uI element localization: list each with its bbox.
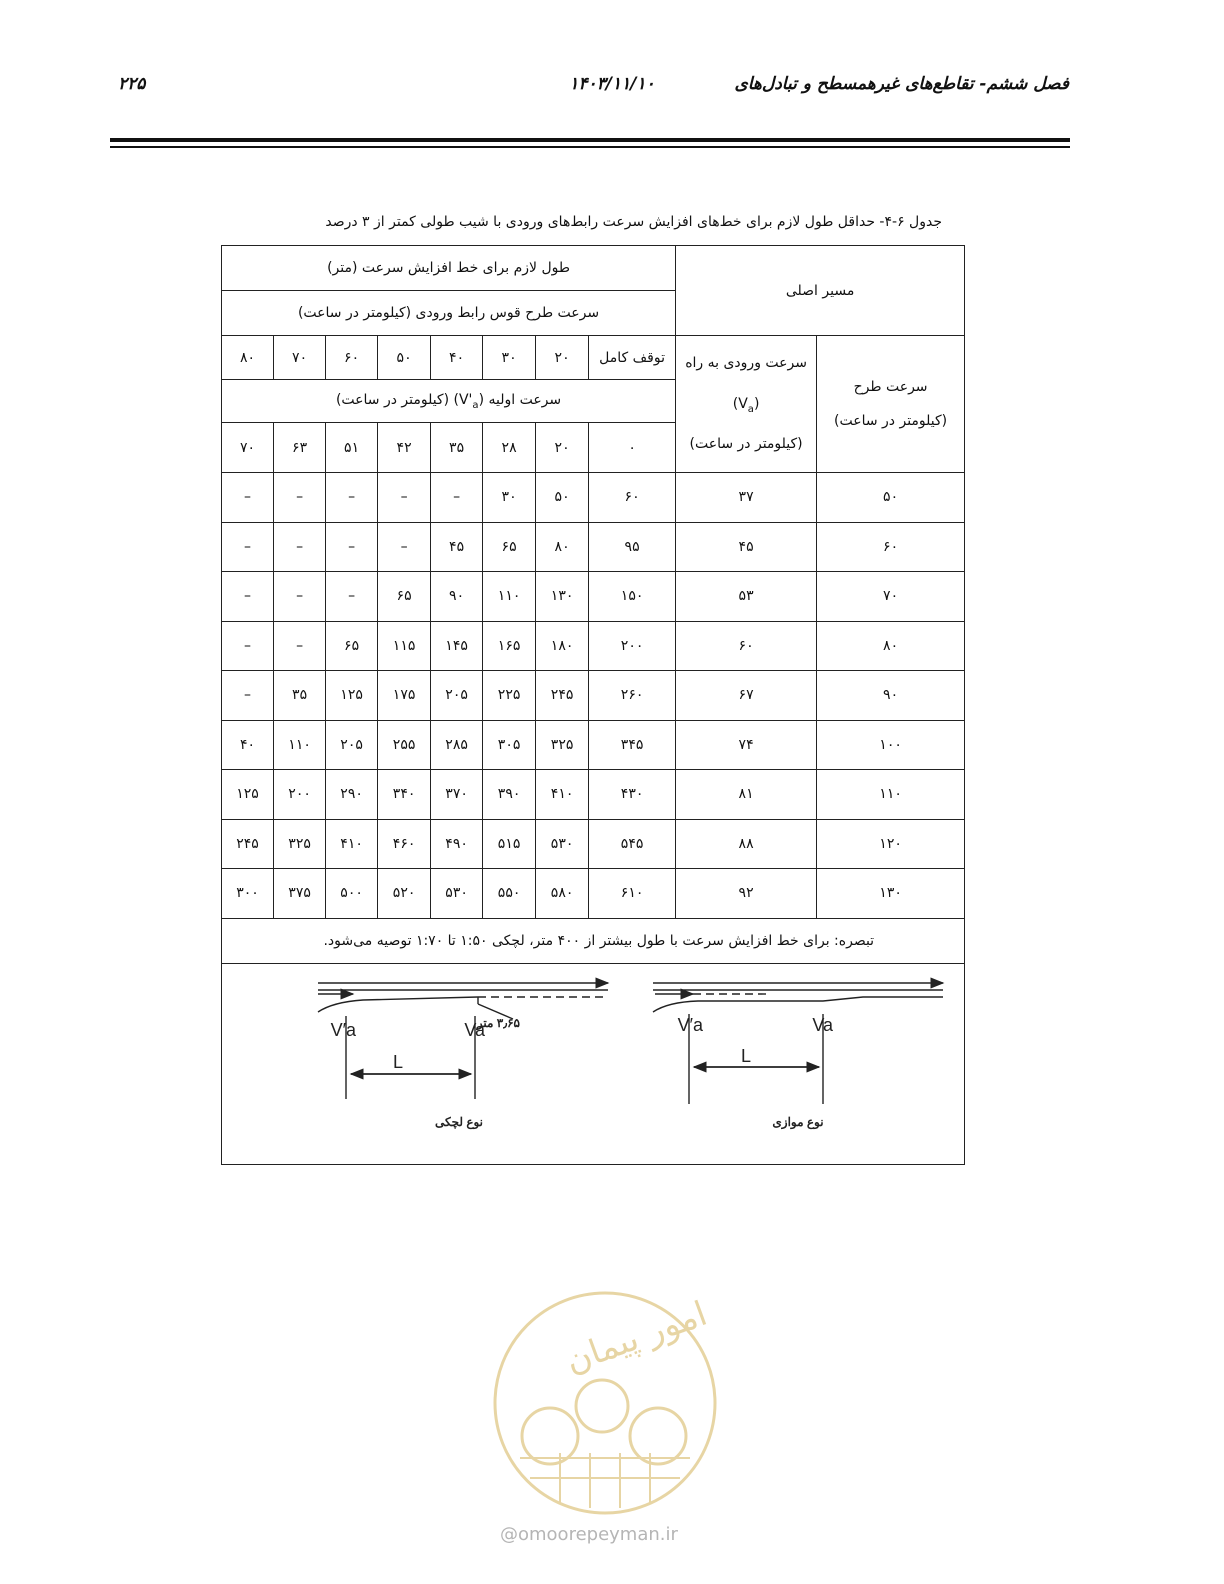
length-cell: ۱۸۰ <box>536 621 589 671</box>
entry-speed-cell: ۳۷ <box>676 473 817 523</box>
length-cell: ۵۳۰ <box>431 869 483 919</box>
table-row <box>222 720 965 770</box>
table-row <box>222 522 965 572</box>
taper-type-label: نوع لچکی <box>435 1114 484 1129</box>
initial-speed-cell: ۵۱ <box>326 423 378 473</box>
length-cell: ۵۵۰ <box>483 869 536 919</box>
length-cell: ۳۷۰ <box>431 770 483 820</box>
length-cell: ۳۴۵ <box>589 720 676 770</box>
parallel-v-initial-label: V′a <box>677 1014 704 1035</box>
table-row <box>222 621 965 671</box>
length-cell: ۳۴۰ <box>378 770 431 820</box>
ramp-speed-cell: ۸۰ <box>222 336 274 380</box>
length-cell: ۲۸۵ <box>431 720 483 770</box>
entry-speed-cell: ۶۷ <box>676 671 817 721</box>
ramp-speed-cell: توقف کامل <box>589 336 676 380</box>
entry-speed-cell: ۵۳ <box>676 572 817 622</box>
figure-cell <box>222 963 965 1164</box>
length-cell: – <box>274 621 326 671</box>
length-cell: ۴۳۰ <box>589 770 676 820</box>
design-speed-cell: ۵۰ <box>817 473 965 523</box>
length-cell: ۲۰۰ <box>589 621 676 671</box>
initial-speed-cell: ۷۰ <box>222 423 274 473</box>
length-cell: ۲۰۵ <box>431 671 483 721</box>
length-cell: ۴۹۰ <box>431 819 483 869</box>
table-row <box>222 770 965 820</box>
length-cell: ۲۰۵ <box>326 720 378 770</box>
table-note: تبصره: برای خط افزایش سرعت با طول بیشتر از ۴۰۰ متر، لچکی ۱:۵۰ تا ۱:۷۰ توصیه می‌شود. <box>222 918 965 963</box>
length-cell: ۶۵ <box>378 572 431 622</box>
table-row <box>222 671 965 721</box>
ramp-speed-cell: ۳۰ <box>483 336 536 380</box>
length-cell: – <box>326 572 378 622</box>
taper-v-initial-label: V′a <box>330 1019 357 1040</box>
initial-speed-cell: ۴۲ <box>378 423 431 473</box>
entry-speed-cell: ۸۱ <box>676 770 817 820</box>
length-cell: ۲۴۵ <box>222 819 274 869</box>
header-date: ۱۴۰۳/۱۱/۱۰ <box>569 74 655 94</box>
length-cell: ۱۲۵ <box>222 770 274 820</box>
design-speed-cell: ۹۰ <box>817 671 965 721</box>
entry-speed-cell: ۹۲ <box>676 869 817 919</box>
initial-speed-cell: ۰ <box>589 423 676 473</box>
length-cell: ۲۹۰ <box>326 770 378 820</box>
header-rule-thin <box>110 146 1070 148</box>
length-cell: ۵۸۰ <box>536 869 589 919</box>
design-speed-cell: ۱۱۰ <box>817 770 965 820</box>
length-cell: ۱۲۵ <box>326 671 378 721</box>
length-cell: ۳۵ <box>274 671 326 721</box>
length-cell: ۵۲۰ <box>378 869 431 919</box>
length-cell: ۳۰۰ <box>222 869 274 919</box>
acceleration-lane-table <box>221 245 965 1165</box>
length-cell: ۲۰۰ <box>274 770 326 820</box>
design-speed-unit: (کیلومتر در ساعت) <box>834 413 948 429</box>
length-cell: – <box>431 473 483 523</box>
length-cell: ۸۰ <box>536 522 589 572</box>
design-speed-label: سرعت طرح <box>853 379 928 395</box>
design-speed-cell: ۱۲۰ <box>817 819 965 869</box>
entry-speed-label: سرعت ورودی به راه <box>685 355 807 372</box>
length-cell: ۴۱۰ <box>536 770 589 820</box>
length-cell: ۴۱۰ <box>326 819 378 869</box>
initial-speed-cell: ۶۳ <box>274 423 326 473</box>
length-cell: ۳۲۵ <box>274 819 326 869</box>
length-cell: ۲۲۵ <box>483 671 536 721</box>
length-cell: ۵۰ <box>536 473 589 523</box>
length-cell: ۵۴۵ <box>589 819 676 869</box>
design-speed-cell: ۱۳۰ <box>817 869 965 919</box>
length-cell: – <box>274 572 326 622</box>
design-speed-cell: ۶۰ <box>817 522 965 572</box>
length-cell: – <box>222 522 274 572</box>
length-cell: – <box>378 473 431 523</box>
parallel-type-diagram <box>653 983 943 1104</box>
table-caption: جدول ۶-۴- حداقل طول لازم برای خط‌های افزایش سرعت رابط‌های ورودی با شیب طولی کمتر از ۳ درصد <box>325 214 942 230</box>
length-cell: ۹۵ <box>589 522 676 572</box>
length-cell: ۲۵۵ <box>378 720 431 770</box>
length-cell: ۴۵ <box>431 522 483 572</box>
length-cell: ۳۹۰ <box>483 770 536 820</box>
length-cell: ۵۰۰ <box>326 869 378 919</box>
lane-type-diagram <box>223 964 964 1164</box>
design-speed-cell: ۷۰ <box>817 572 965 622</box>
design-speed-cell: ۱۰۰ <box>817 720 965 770</box>
ramp-speed-cell: ۴۰ <box>431 336 483 380</box>
watermark-url: @omoorepeyman.ir <box>500 1524 678 1545</box>
length-cell: ۱۱۵ <box>378 621 431 671</box>
length-cell: ۲۴۵ <box>536 671 589 721</box>
length-cell: ۱۱۰ <box>274 720 326 770</box>
ramp-speed-cell: ۷۰ <box>274 336 326 380</box>
design-speed-heading <box>817 336 965 473</box>
length-cell: – <box>326 522 378 572</box>
length-cell: ۱۴۵ <box>431 621 483 671</box>
length-cell: ۶۰ <box>589 473 676 523</box>
length-cell: ۱۶۵ <box>483 621 536 671</box>
entry-speed-cell: ۶۰ <box>676 621 817 671</box>
header-rule-thick <box>110 138 1070 142</box>
length-cell: ۵۱۵ <box>483 819 536 869</box>
taper-v-entry-label: Va <box>464 1019 486 1040</box>
main-road-heading: مسیر اصلی <box>676 246 965 336</box>
entry-speed-unit: (کیلومتر در ساعت) <box>689 436 803 453</box>
ramp-speed-cell: ۵۰ <box>378 336 431 380</box>
length-cell: – <box>222 671 274 721</box>
length-cell: ۴۰ <box>222 720 274 770</box>
parallel-length-label: L <box>741 1045 752 1066</box>
entry-speed-symbol: $(V_a)$ <box>732 395 760 415</box>
length-cell: ۱۵۰ <box>589 572 676 622</box>
length-cell: ۶۵ <box>483 522 536 572</box>
length-cell: – <box>222 473 274 523</box>
entry-speed-cell: ۴۵ <box>676 522 817 572</box>
length-cell: ۱۷۵ <box>378 671 431 721</box>
length-cell: ۱۳۰ <box>536 572 589 622</box>
taper-type-diagram <box>318 983 608 1099</box>
initial-speed-cell: ۲۰ <box>536 423 589 473</box>
ramp-speed-cell: ۲۰ <box>536 336 589 380</box>
length-cell: ۹۰ <box>431 572 483 622</box>
table-row <box>222 572 965 622</box>
parallel-type-label: نوع موازی <box>772 1114 824 1129</box>
length-cell: – <box>378 522 431 572</box>
parallel-v-entry-label: Va <box>812 1014 834 1035</box>
length-cell: – <box>222 621 274 671</box>
chapter-title: فصل ششم- تقاطع‌های غیرهمسطح و تبادل‌های <box>734 74 1069 94</box>
length-cell: ۳۰ <box>483 473 536 523</box>
watermark-logo <box>490 1288 720 1518</box>
length-cell: ۳۰۵ <box>483 720 536 770</box>
length-cell: ۵۳۰ <box>536 819 589 869</box>
initial-speed-cell: ۳۵ <box>431 423 483 473</box>
length-cell: ۳۲۵ <box>536 720 589 770</box>
length-cell: – <box>222 572 274 622</box>
length-cell: ۶۱۰ <box>589 869 676 919</box>
length-heading: طول لازم برای خط افزایش سرعت (متر) <box>222 246 676 291</box>
ramp-speed-heading: سرعت طرح قوس رابط ورودی (کیلومتر در ساعت) <box>222 291 676 336</box>
length-cell: ۳۷۵ <box>274 869 326 919</box>
length-cell: ۱۱۰ <box>483 572 536 622</box>
length-cell: – <box>274 522 326 572</box>
lane-width-label: ۳٫۶۵ متر <box>476 1015 521 1030</box>
length-cell: ۲۶۰ <box>589 671 676 721</box>
taper-length-label: L <box>393 1051 404 1072</box>
initial-speed-heading: سرعت اولیه $(V'_a)$ (کیلومتر در ساعت) <box>222 380 676 423</box>
design-speed-cell: ۸۰ <box>817 621 965 671</box>
length-cell: ۶۵ <box>326 621 378 671</box>
entry-speed-cell: ۸۸ <box>676 819 817 869</box>
length-cell: – <box>274 473 326 523</box>
table-row <box>222 869 965 919</box>
table-row <box>222 473 965 523</box>
length-cell: ۴۶۰ <box>378 819 431 869</box>
page-number: ۲۲۵ <box>118 74 146 94</box>
initial-speed-cell: ۲۸ <box>483 423 536 473</box>
ramp-speed-cell: ۶۰ <box>326 336 378 380</box>
table-row <box>222 819 965 869</box>
entry-speed-heading <box>676 336 817 473</box>
entry-speed-cell: ۷۴ <box>676 720 817 770</box>
watermark-logo-text: امور پیمان <box>560 1293 713 1382</box>
length-cell: – <box>326 473 378 523</box>
